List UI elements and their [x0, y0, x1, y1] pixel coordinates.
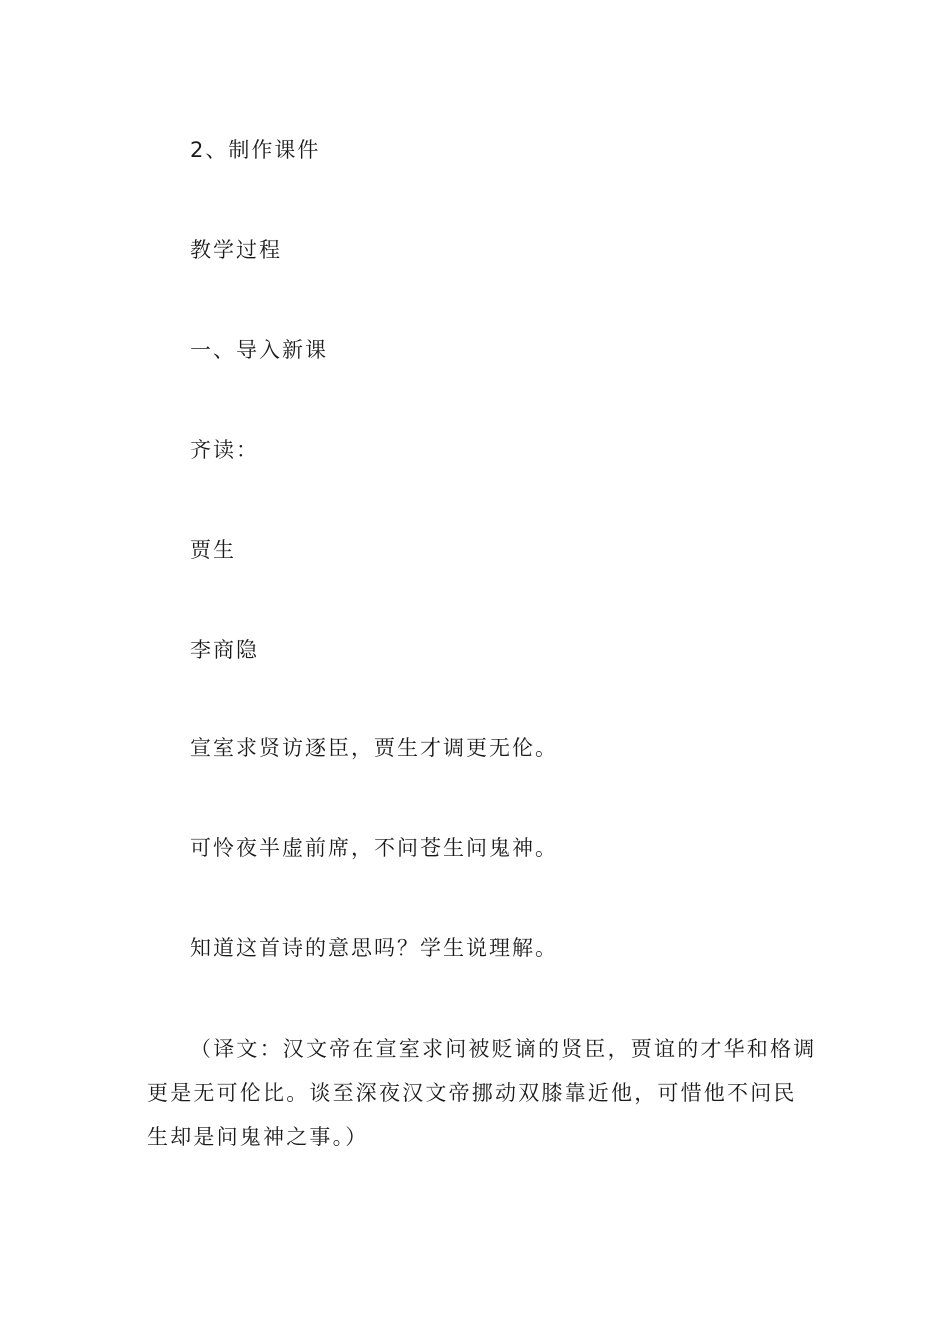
- section-heading-teaching-process: 教学过程: [190, 238, 282, 262]
- question-line: 知道这首诗的意思吗？学生说理解。: [190, 936, 558, 960]
- poem-line-1: 宣室求贤访逐臣，贾生才调更无伦。: [190, 736, 558, 760]
- poem-line-2: 可怜夜半虚前席，不问苍生问鬼神。: [190, 836, 558, 860]
- section-heading-make-courseware: 2、制作课件: [190, 138, 321, 162]
- poem-title: 贾生: [190, 538, 236, 562]
- read-aloud-label: 齐读：: [190, 438, 259, 462]
- translation-paragraph: （译文：汉文帝在宣室求问被贬谪的贤臣，贾谊的才华和格调更是无可伦比。谈至深夜汉文帝挪动双膝靠近他，可惜他不问民生却是问鬼神之事。）: [147, 1037, 817, 1149]
- section-heading-introduction: 一、导入新课: [190, 338, 328, 362]
- poem-author: 李商隐: [190, 638, 259, 662]
